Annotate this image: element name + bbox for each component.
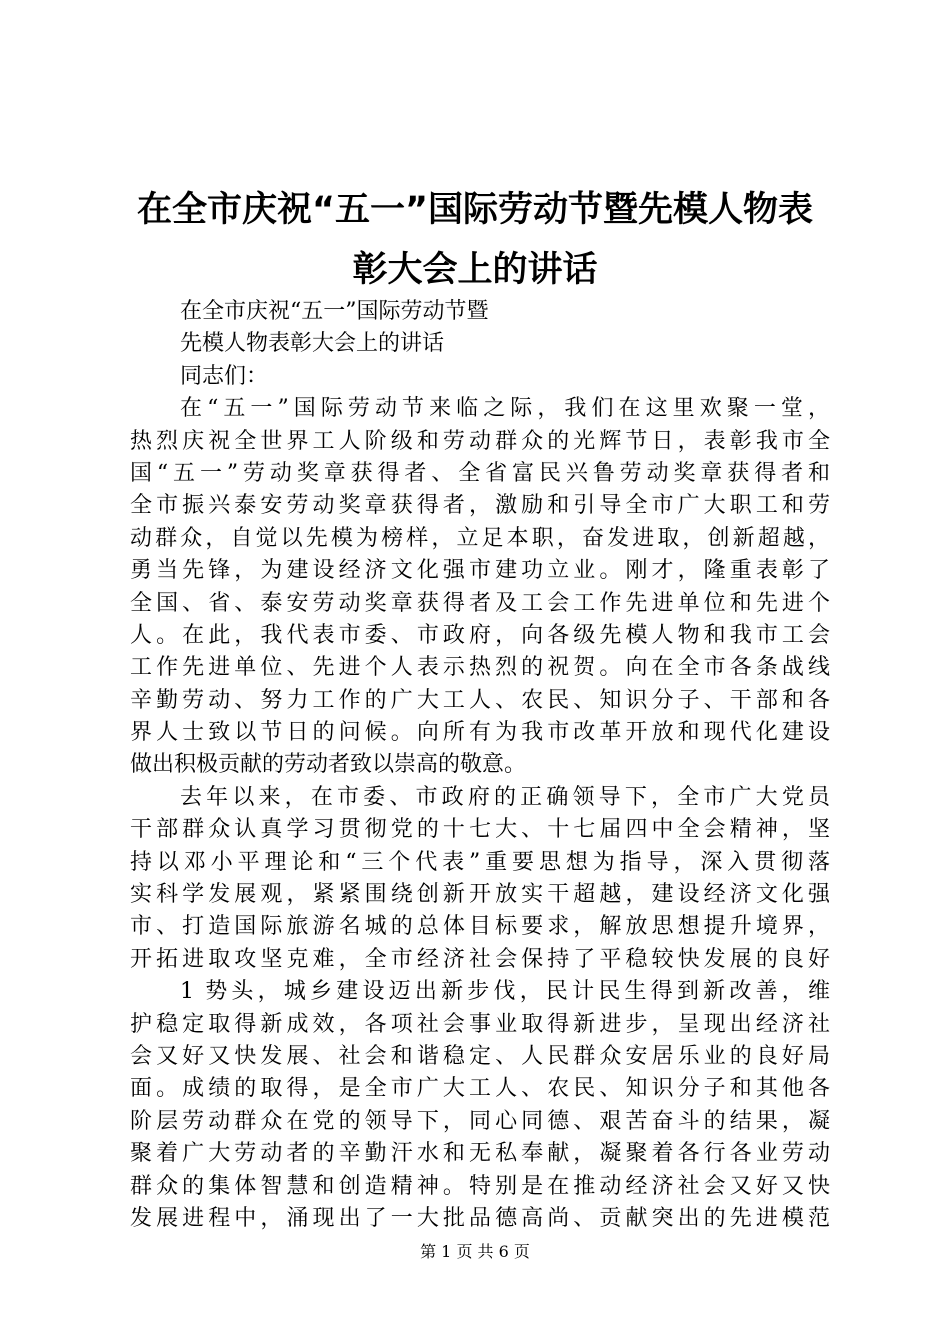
body-line: 开拓进取攻坚克难，全市经济社会保持了平稳较快发展的良好 [130,946,830,972]
body-line: 全市振兴泰安劳动奖章获得者，激励和引导全市广大职工和劳 [130,493,830,519]
body-line: 干部群众认真学习贯彻党的十七大、十七届四中全会精神，坚 [130,817,830,843]
body-line: 热烈庆祝全世界工人阶级和劳动群众的光辉节日，表彰我市全 [130,428,830,454]
salutation: 同志们： [180,363,269,389]
body-line: 国“五一”劳动奖章获得者、全省富民兴鲁劳动奖章获得者和 [130,460,830,486]
page-number-footer: 第 1 页 共 6 页 [420,1242,530,1261]
body-line: 在“五一”国际劳动节来临之际，我们在这里欢聚一堂， [180,396,830,422]
body-line: 聚着广大劳动者的辛勤汗水和无私奉献，凝聚着各行各业劳动 [130,1141,830,1167]
body-line: 辛勤劳动、努力工作的广大工人、农民、知识分子、干部和各 [130,687,830,713]
body-line: 面。成绩的取得，是全市广大工人、农民、知识分子和其他各 [130,1076,830,1102]
body-line: 市、打造国际旅游名城的总体目标要求，解放思想提升境界， [130,914,830,940]
document-body [130,296,830,1235]
body-line: 群众的集体智慧和创造精神。特别是在推动经济社会又好又快 [130,1173,830,1199]
body-line: 动群众，自觉以先模为榜样，立足本职，奋发进取，创新超越， [130,525,830,551]
body-line: 阶层劳动群众在党的领导下，同心同德、艰苦奋斗的结果，凝 [130,1108,830,1134]
body-line: 会又好又快发展、社会和谐稳定、人民群众安居乐业的良好局 [130,1043,830,1069]
body-line: 勇当先锋，为建设经济文化强市建功立业。刚才，隆重表彰了 [130,558,830,584]
body-line: 去年以来，在市委、市政府的正确领导下，全市广大党员 [180,784,830,810]
body-line: 护稳定取得新成效，各项社会事业取得新进步，呈现出经济社 [130,1011,830,1037]
document-title-line-2: 彰大会上的讲话 [352,250,598,290]
body-line: 做出积极贡献的劳动者致以崇高的敬意。 [130,752,527,778]
subtitle-line: 在全市庆祝“五一”国际劳动节暨 [180,299,489,324]
body-line: 1 势头，城乡建设迈出新步伐，民计民生得到新改善，维 [180,979,830,1005]
document-title-line-1: 在全市庆祝“五一”国际劳动节暨先模人物表 [136,190,813,230]
body-line: 持以邓小平理论和“三个代表”重要思想为指导，深入贯彻落 [130,849,830,875]
body-line: 工作先进单位、先进个人表示热烈的祝贺。向在全市各条战线 [130,655,830,681]
subtitle-line: 先模人物表彰大会上的讲话 [180,331,445,357]
body-line: 全国、省、泰安劳动奖章获得者及工会工作先进单位和先进个 [130,590,830,616]
body-line: 人。在此，我代表市委、市政府，向各级先模人物和我市工会 [130,622,830,648]
body-line: 发展进程中，涌现出了一大批品德高尚、贡献突出的先进模范 [130,1205,830,1231]
body-line: 界人士致以节日的问候。向所有为我市改革开放和现代化建设 [130,720,830,746]
body-line: 实科学发展观，紧紧围绕创新开放实干超越，建设经济文化强 [130,882,830,908]
